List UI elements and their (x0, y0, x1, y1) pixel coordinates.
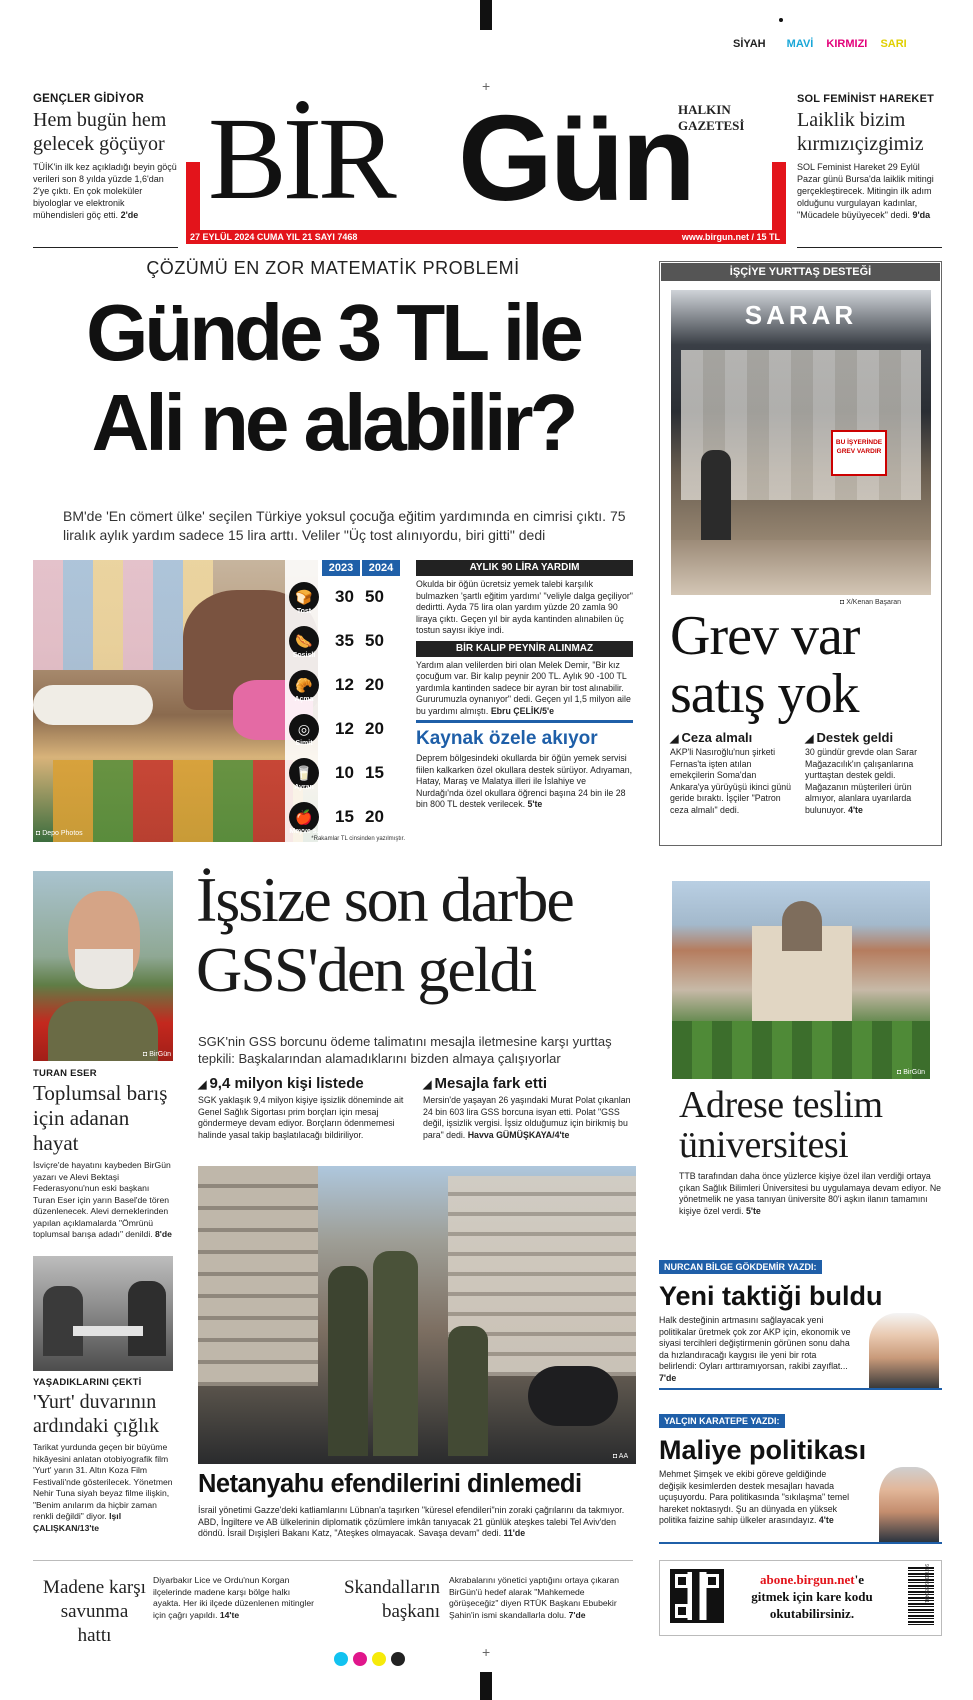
sub-body: Deprem bölgesindeki okullarda bir öğün yemek servisi fiilen kalkarken özel okullara destek sürüyor. Adıyaman, Hatay, Maraş ve Malatya illeri ile İslahiye ve Nurdağı'nda özel okullara öğrenci başına 24 bin ile 28 bin 800 TL destek verilecek. 5'te (416, 753, 633, 809)
strike-col2-body: 30 gündür grevde olan Sarar Mağazacılık'ın çalışanlarına yurttaştan destek geldi. Mağazanın müşterileri ürün almıyor, alanlara uyarılarda bulunuyor. 4'te (805, 747, 917, 815)
column1-title: Yeni taktiği buldu (659, 1281, 883, 1311)
masthead-site-price: www.birgun.net / 15 TL (681, 232, 780, 242)
sub-title: Kaynak özele akıyor (416, 728, 598, 749)
camera-icon: ◘ (897, 1069, 904, 1076)
price-row-acma: 🥐 Açma 12 20 (285, 666, 395, 710)
strike-col2-title: ◢ Destek geldi (805, 730, 933, 745)
masthead-slogan: HALKIN GAZETESİ (678, 102, 745, 133)
strike-col1-title: ◢ Ceza almalı (670, 730, 795, 745)
lead-sidebar[interactable] (416, 560, 633, 811)
gss-col1 (198, 1075, 411, 1141)
footer-t2-body: Akrabalarını yönetici yaptığını ortaya çıkaran BirGün'ü hedef alarak "Mahkemede görüşeceğiz" diyen RTÜK Başkanı Ebubekir Şahin'in ismi skandallarla dolu. 7'de (449, 1575, 620, 1620)
strike-kicker: İŞÇİYE YURTTAŞ DESTEĞİ (661, 263, 940, 281)
color-label-black: SİYAH (733, 38, 766, 50)
box2-body: Yardım alan velilerden biri olan Melek Demir, "Bir kız çocuğum var. Bir kalıp peynir 200 TL. Aylık 90 -100 TL yardımla kantinden sadece bir ayran bir tost alınabilir. Gururumuzla oynanıyor" dedi. Geçen yıl 1,5 milyon aile bu yardımı almıştı. Ebru ÇELİK/5'e (416, 659, 631, 716)
lebanon-photo (198, 1166, 636, 1464)
box2-label: BİR KALIP PEYNİR ALINMAZ (416, 641, 633, 657)
left-teaser-title: Hem bugün hem gelecek göçüyor (33, 109, 167, 155)
masthead-logo-bir: BİR (208, 93, 393, 224)
yurt-story[interactable] (33, 1377, 178, 1534)
crop-mark-top (480, 0, 492, 30)
yurt-kicker: YAŞADIKLARINI ÇEKTİ (33, 1377, 142, 1388)
gss-deck: SGK'nin GSS borcunu ödeme talimatını mesajla iletmesine karşı yurttaş tepkili: Başkalarından alamadıklarını bizden almaya çalışıyorlar (198, 1034, 612, 1066)
year-2023-header: 2023 (322, 560, 360, 576)
toast-icon: 🍞 (289, 582, 319, 612)
gss-col2 (423, 1075, 636, 1141)
barcode (908, 1567, 934, 1627)
gss-headline-1[interactable]: İşsize son darbe (196, 864, 573, 935)
registration-plus-top: + (482, 78, 491, 94)
lebanon-body: İsrail yönetimi Gazze'deki katliamlarını Lübnan'a taşırken "küresel efendileri"nin zoraki çağrılarını da takmıyor. ABD, İngiltere ve AB ülkelerinin diplomatik çözümlere imkân tanıyacak 21 günlük ateşkes talebi Tel Aviv'den döndü. İsrail Dışişleri Bakanı Katz, "Ateşkes olmayacak. Savaşa devam" dedi. 11'de (198, 1505, 625, 1538)
strike-col1-body: AKP'li Nasıroğlu'nun şirketi Fernas'ta işten atılan emekçilerin Soma'dan Ankara'ya yürüyüşü ikinci günü geride bıraktı. İşçiler "Patron ceza almalı" dedi. (670, 747, 791, 815)
column2-title: Maliye politikası (659, 1435, 867, 1465)
column2-avatar (879, 1467, 939, 1542)
gss-col1-title: ◢ 9,4 milyon kişi listede (198, 1075, 411, 1092)
hotdog-icon: 🌭 (289, 626, 319, 656)
price-row-sosisli: 🌭 Sosisli 35 50 (285, 622, 395, 666)
lead-photo-credit: ◘ Depo Photos (36, 830, 83, 837)
university-photo-credit: ◘ BirGün (897, 1069, 925, 1076)
barcode-digits: 9 771305 880491 (923, 1564, 929, 1603)
column2-rule (659, 1542, 942, 1544)
right-teaser-rule (797, 247, 942, 248)
left-teaser-body: TÜİK'in ilk kez açıkladığı beyin göçü verileri son 8 yılda yüzde 1,6'dan 2'ye çıktı. En çok moleküler biyologlar ve elektronik mühendisleri göç etti. 2'de (33, 162, 177, 220)
price-row-simit: ◎ Simit 12 20 (285, 710, 395, 754)
gss-col1-body: SGK yaklaşık 9,4 milyon kişiye işsizlik döneminde ait Genel Sağlık Sigortası prim borçları için mesaj göndermeye devam ediyor. Borçların ödenmemesi halinde yasal takip başlatılacağı bildiriliyor. (198, 1095, 404, 1140)
color-dot-yellow (372, 1652, 386, 1666)
turan-story[interactable] (33, 1068, 173, 1241)
print-color-labels (733, 38, 933, 52)
camera-icon: ◘ (613, 1453, 619, 1460)
color-label-yellow: SARI (880, 38, 907, 50)
ayran-cup-icon: 🥛 (289, 758, 319, 788)
price-table-note: *Rakamlar TL cinsinden yazılmıştır. (311, 836, 405, 842)
footer-t2-title[interactable]: Skandalların başkanı (343, 1577, 440, 1622)
box1-label: AYLIK 90 LİRA YARDIM (416, 560, 633, 576)
camera-icon: ◘ (36, 830, 43, 837)
color-label-red: KIRMIZI (826, 38, 868, 50)
university-story[interactable] (679, 1085, 942, 1217)
year-2024-header: 2024 (362, 560, 400, 576)
gss-col2-title: ◢ Mesajla fark etti (423, 1075, 636, 1092)
box1-body: Okulda bir öğün ücretsiz yemek talebi karşılık bulmazken 'şartlı eğitim yardımı' "veliyle dalga geçiliyor" dedirtti. Ayda 75 lira olan yardım yüzde 20 zamla 90 liraya çıktı. Geçen yıl bir ayda kantinden alınabilen üç tostun sayısı ikiye indi. (416, 579, 633, 635)
qr-code-icon[interactable] (670, 1569, 724, 1623)
crop-mark-bottom (480, 1672, 492, 1700)
right-teaser-title: Laiklik bizim kırmızıçizgimiz (797, 109, 924, 155)
price-row-ayran: 🥛 Ayran 10 15 (285, 754, 395, 798)
box2-blue-rule (416, 720, 633, 723)
subscription-site[interactable]: abone.birgun.net (759, 1572, 855, 1587)
footer-rule (33, 1560, 633, 1561)
strike-headline: Grev var satış yok (670, 605, 860, 725)
camera-icon: ◘ (840, 599, 847, 606)
lebanon-headline[interactable]: Netanyahu efendilerini dinlemedi (198, 1470, 582, 1498)
strike-col1 (670, 730, 795, 816)
turan-photo-credit: ◘ BirGün (143, 1051, 171, 1058)
masthead-red-right (772, 162, 786, 232)
color-dots (334, 1652, 424, 1666)
column1-rule (659, 1388, 942, 1390)
footer-t1-title[interactable]: Madene karşı savunma hattı (43, 1577, 146, 1646)
gss-col2-body: Mersin'de yaşayan 26 yaşındaki Murat Polat çıkanlan 24 bin 603 lira GSS borcuna isyan etti. Polat "GSS değil, işsizlik vergisi. İşsiz olduğumuz için birikmiş bu para" dedi. Havva GÜMÜŞKAYA/4'te (423, 1095, 631, 1140)
right-teaser-body: SOL Feminist Hareket 29 Eylül Pazar günü Bursa'da laiklik mitingi gerçekleştirecek. Mitingin ilk adım olduğunu vurgulayan kadınlar, "Mücadele büyüyecek" dedi. 9'da (797, 162, 934, 220)
price-table (285, 560, 405, 845)
column1-author: NURCAN BİLGE GÖKDEMİR YAZDI: (659, 1260, 822, 1274)
gss-headline-2[interactable]: GSS'den geldi (196, 934, 536, 1005)
university-title: Adrese teslim üniversitesi (679, 1084, 883, 1166)
masthead-date-line: 27 EYLÜL 2024 CUMA YIL 21 SAYI 7468 (190, 232, 358, 242)
yurt-title: 'Yurt' duvarının ardındaki çığlık (33, 1391, 160, 1437)
lead-headline-1[interactable]: Günde 3 TL ile (86, 288, 580, 377)
lead-photo-canteen (33, 560, 318, 842)
registration-plus-bottom: + (482, 1644, 491, 1660)
masthead-logo-gun: Gün (458, 90, 693, 226)
pastry-icon: 🥐 (289, 670, 319, 700)
strike-photo (671, 290, 931, 595)
university-photo (672, 881, 930, 1079)
right-teaser[interactable] (797, 93, 942, 221)
strike-placard: BU İŞYERİNDE GREV VARDIR (831, 430, 887, 476)
subscription-box[interactable] (659, 1560, 942, 1636)
turan-body: İsviçre'de hayatını kaybeden BirGün yazarı ve Alevi Bektaşi Federasyonu'nun eski başkanı Turan Eser için yarın Basel'de tören düzenlenecek. Alevi derneklerinden yapılan açıklamalarda "Ömrünü toplumsal barışa adadı" denildi. 8'de (33, 1160, 172, 1239)
right-teaser-kicker: SOL FEMİNİST HAREKET (797, 93, 935, 105)
fruit-juice-icon: 🍎 (289, 802, 319, 832)
university-body: TTB tarafından daha önce yüzlerce kişiye özel ilan verdiği ortaya çıkan Sağlık Bilimleri Üniversitesi bu uygulamaya devam ediyor. Ne yönetmelik ne yasa tanıyan üniversite 80'i aşkın ilanın tamamını kişiye özel verdi. 5'te (679, 1171, 942, 1216)
camera-icon: ◘ (143, 1051, 150, 1058)
yurt-photo (33, 1256, 173, 1371)
left-teaser-rule (33, 247, 178, 248)
left-teaser-kicker: GENÇLER GİDİYOR (33, 93, 144, 105)
strike-col2 (805, 730, 933, 816)
color-dot-cyan (334, 1652, 348, 1666)
column2-body: Mehmet Şimşek ve ekibi göreve geldiğinde değişik kesimlerden destek mesajları havada uçuşuyordu. Para politikasında "sıkılaşma" temel hareket noktasıydı. Şu an dünyada en yüksek politika faizine sahip ülkeler arasındayız. 4'te (659, 1469, 850, 1525)
masthead-red-left (186, 162, 200, 232)
column2-author: YALÇIN KARATEPE YAZDI: (659, 1414, 785, 1428)
turan-title: Toplumsal barış için adanan hayat (33, 1081, 168, 1155)
color-dot-magenta (353, 1652, 367, 1666)
strike-box[interactable] (659, 261, 942, 846)
column1-avatar (869, 1313, 939, 1388)
masthead[interactable] (186, 92, 786, 244)
store-sign: SARAR (744, 300, 858, 330)
lebanon-photo-credit: ◘ AA (613, 1453, 629, 1460)
left-teaser[interactable] (33, 93, 178, 221)
lead-deck: BM'de 'En cömert ülke' seçilen Türkiye yoksul çocuğa eğitim yardımında en cimrisi çıktı. 75 liralık aylık yardım sadece 15 lira arttı. Veliler "Üç tost alınıyordu, biri gitti" dedi (63, 508, 626, 543)
registration-dot (779, 18, 783, 22)
lead-kicker: ÇÖZÜMÜ EN ZOR MATEMATİK PROBLEMİ (146, 258, 520, 278)
color-label-blue: MAVİ (786, 38, 814, 50)
color-dot-black (391, 1652, 405, 1666)
subscription-text: abone.birgun.net'e gitmek için kare kodu okutabilirsiniz. (751, 1572, 873, 1621)
column2[interactable] (659, 1411, 942, 1542)
strike-photo-credit: ◘ X/Kenan Başaran (840, 599, 902, 606)
yurt-body: Tarikat yurdunda geçen bir büyüme hikâyesini anlatan otobiyografik film 'Yurt' yarın 31. Altın Koza Film Festivali'nde gösterilecek. Yönetmen Nehir Tuna siyah beyaz filme ilişkin, "Benim anılarım da hiçbir zaman renkli değildi" diyor. Işıl ÇALIŞKAN/13'te (33, 1442, 173, 1533)
turan-kicker: TURAN ESER (33, 1068, 97, 1079)
turan-photo (33, 871, 173, 1061)
simit-icon: ◎ (289, 714, 319, 744)
price-row-meyve: 🍎 Meyve s. 15 20 (285, 798, 395, 842)
column1-body: Halk desteğinin artmasını sağlayacak yeni politikalar üretmek çok zor AKP için, ekonomik ve siyasi tercihleri değiştirmenin görünen sonu daha da hızlandıracağı kaygısı ile yeni bir rota belirlendi: Oyları arttıramıyorsan, rakibi zayıflat... 7'de (659, 1315, 851, 1383)
lead-headline-2[interactable]: Ali ne alabilir? (91, 378, 575, 467)
footer-t1-body: Diyarbakır Lice ve Ordu'nun Korgan ilçelerinde madene karşı bölge halkı ayakta. Her iki ilçede düzenlenen mitingler için çağrı yapıldı. 14'te (153, 1575, 314, 1620)
price-row-tost: 🍞 Tost 30 50 (285, 578, 395, 622)
column1[interactable] (659, 1257, 942, 1388)
